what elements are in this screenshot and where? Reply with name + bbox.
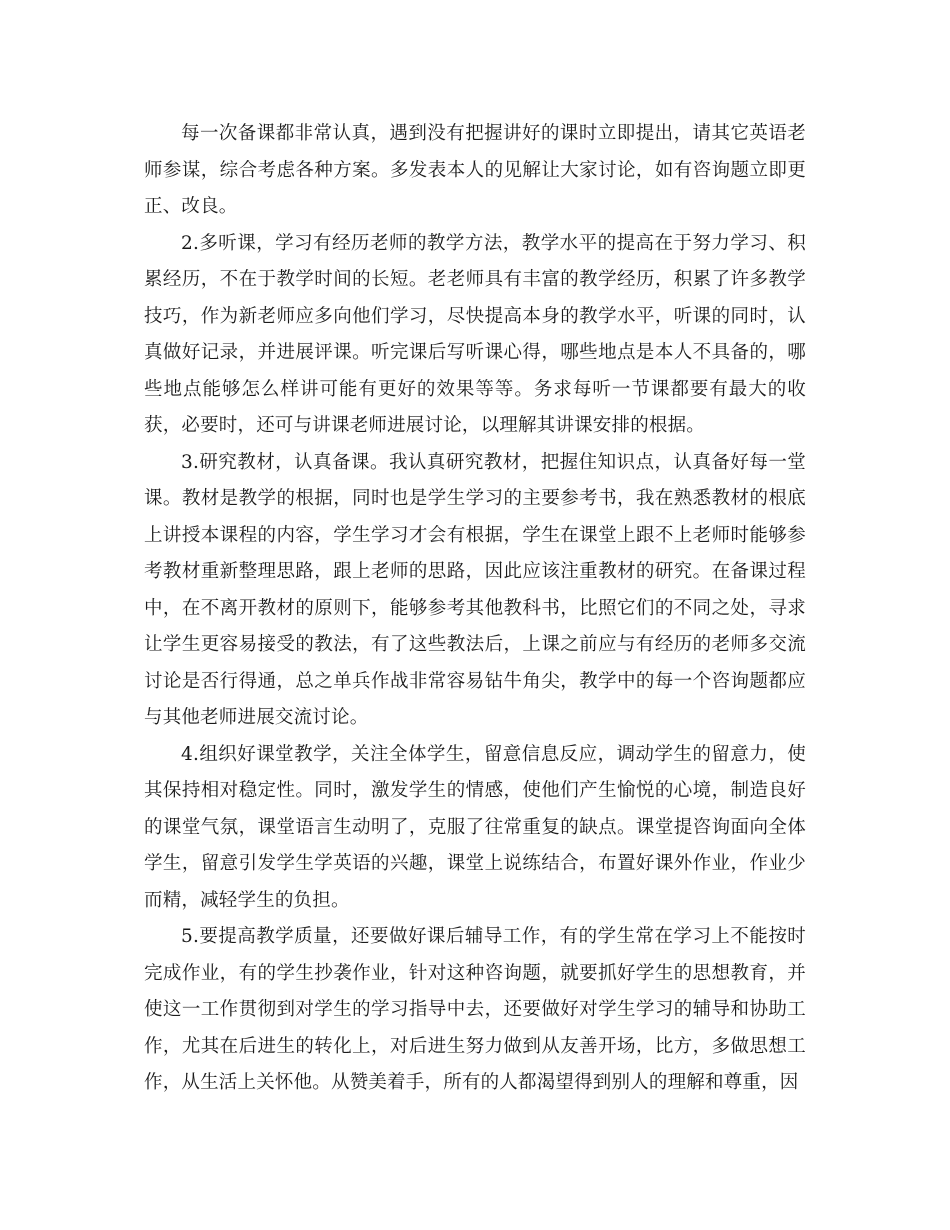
paragraph-after-class-tutoring: 5.要提高教学质量，还要做好课后辅导工作，有的学生常在学习上不能按时完成作业，有的学生抄袭作业，针对这种咨询题，就要抓好学生的思想教育，并使这一工作贯彻到对学生的学习指导中去，还要做好对学生学习的辅导和协助工作，尤其在后进生的转化上，对后进生努力做到从友善开场，比方，多做思想工作，从生活上关怀他。从赞美着手，所有的人都渴望得到别人的理解和尊重，因 (144, 926, 806, 1093)
paragraph-lesson-prep: 每一次备课都非常认真，遇到没有把握讲好的课时立即提出，请其它英语老师参谋，综合考虑各种方案。多发表本人的见解让大家讨论，如有咨询题立即更正、改良。 (144, 123, 806, 217)
paragraph-classroom-organization: 4.组织好课堂教学，关注全体学生，留意信息反应，调动学生的留意力，使其保持相对稳定性。同时，激发学生的情感，使他们产生愉悦的心境，制造良好的课堂气氛，课堂语言生动明了，克服了往常重复的缺点。课堂提咨询面向全体学生，留意引发学生学英语的兴趣，课堂上说练结合，布置好课外作业，作业少而精，减轻学生的负担。 (144, 743, 806, 911)
paragraph-attend-classes: 2.多听课，学习有经历老师的教学方法，教学水平的提高在于努力学习、积累经历，不在于教学时间的长短。老老师具有丰富的教学经历，积累了许多教学技巧，作为新老师应多向他们学习，尽快提高本身的教学水平，听课的同时，认真做好记录，并进展评课。听完课后写听课心得，哪些地点是本人不具备的，哪些地点能够怎么样讲可能有更好的效果等等。务求每听一节课都要有最大的收获，必要时，还可与讲课老师进展讨论，以理解其讲课安排的根据。 (144, 232, 806, 436)
document-body (144, 116, 806, 1102)
paragraph-study-textbook: 3.研究教材，认真备课。我认真研究教材，把握住知识点，认真备好每一堂课。教材是教学的根据，同时也是学生学习的主要参考书，我在熟悉教材的根底上讲授本课程的内容，学生学习才会有根据，学生在课堂上跟不上老师时能够参考教材重新整理思路，跟上老师的思路，因此应该注重教材的研究。在备课过程中，在不离开教材的原则下，能够参考其他教科书，比照它们的不同之处，寻求让学生更容易接受的教法，有了这些教法后，上课之前应与有经历的老师多交流讨论是否行得通，总之单兵作战非常容易钻牛角尖，教学中的每一个咨询题都应与其他老师进展交流讨论。 (144, 451, 806, 728)
